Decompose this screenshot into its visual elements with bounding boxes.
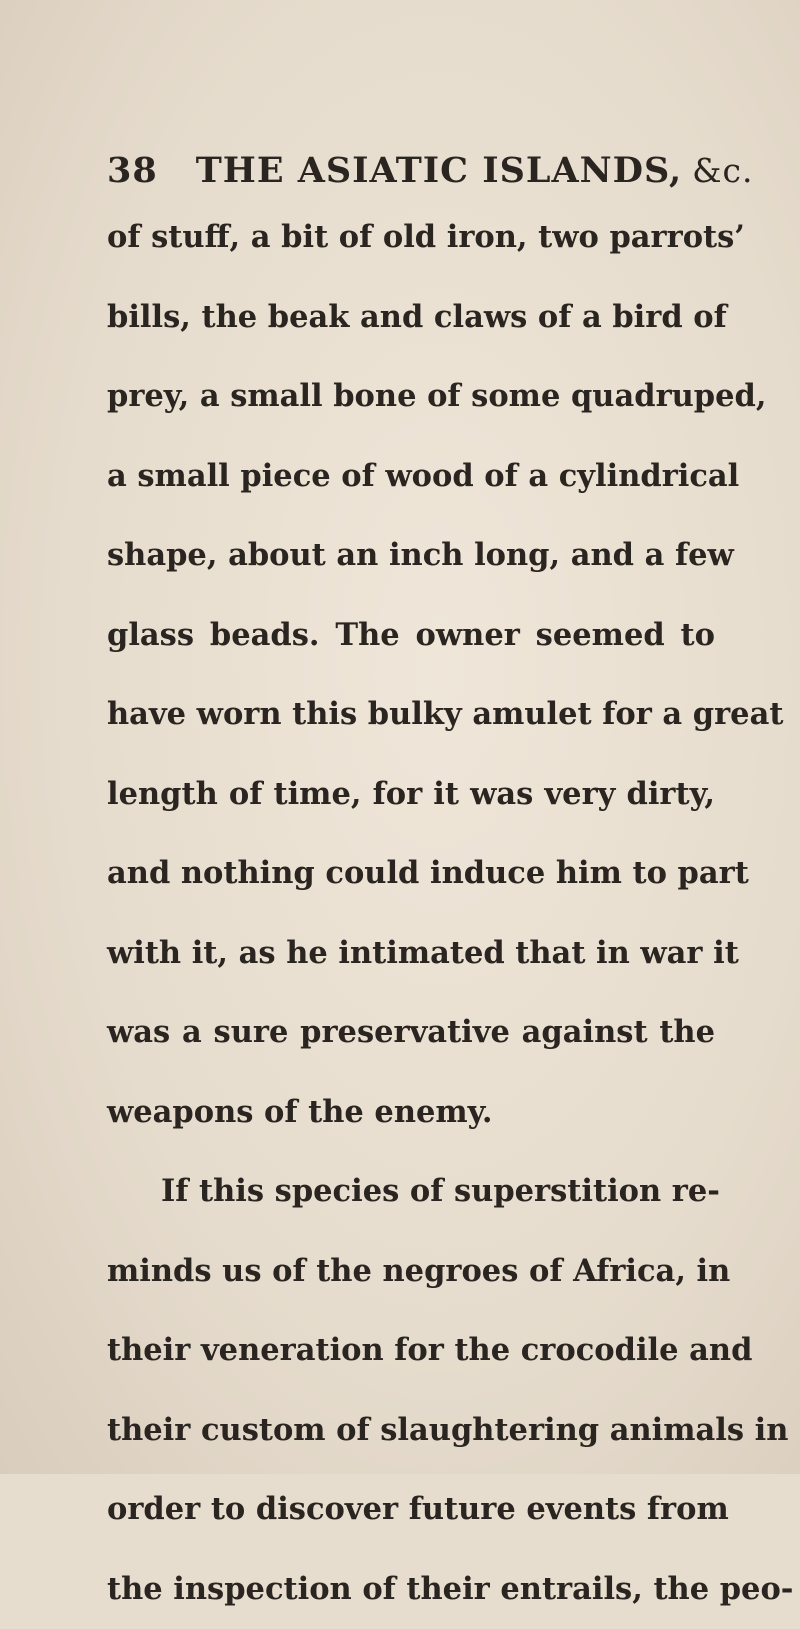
text-line: weapons of the enemy.: [107, 1073, 715, 1153]
text-line: bills, the beak and claws of a bird of: [107, 278, 715, 358]
text-line: length of time, for it was very dirty,: [107, 755, 715, 835]
text-line: minds us of the negroes of Africa, in: [107, 1232, 715, 1312]
text-line: their veneration for the crocodile and: [107, 1311, 715, 1391]
text-line: If this species of superstition re-: [107, 1152, 715, 1232]
text-line: their custom of slaughtering animals in: [107, 1391, 715, 1471]
text-line: glass beads. The owner seemed to: [107, 596, 715, 676]
text-line: with it, as he intimated that in war it: [107, 914, 715, 994]
text-line: the inspection of their entrails, the peo-: [107, 1550, 715, 1629]
text-line: prey, a small bone of some quadruped,: [107, 357, 715, 437]
text-line: was a sure preservative against the: [107, 993, 715, 1073]
text-line: order to discover future events from: [107, 1470, 715, 1550]
page-number: 38: [107, 150, 158, 191]
text-line: of stuff, a bit of old iron, two parrots’: [107, 198, 715, 278]
text-line: have worn this bulky amulet for a great: [107, 675, 715, 755]
running-head-title: THE ASIATIC ISLANDS,: [196, 150, 682, 191]
text-line: a small piece of wood of a cylindrical: [107, 437, 715, 517]
text-line: shape, about an inch long, and a few: [107, 516, 715, 596]
running-head: [107, 150, 727, 196]
body-text: [107, 198, 715, 1629]
text-line: and nothing could induce him to part: [107, 834, 715, 914]
running-head-etc: &c.: [692, 151, 753, 190]
